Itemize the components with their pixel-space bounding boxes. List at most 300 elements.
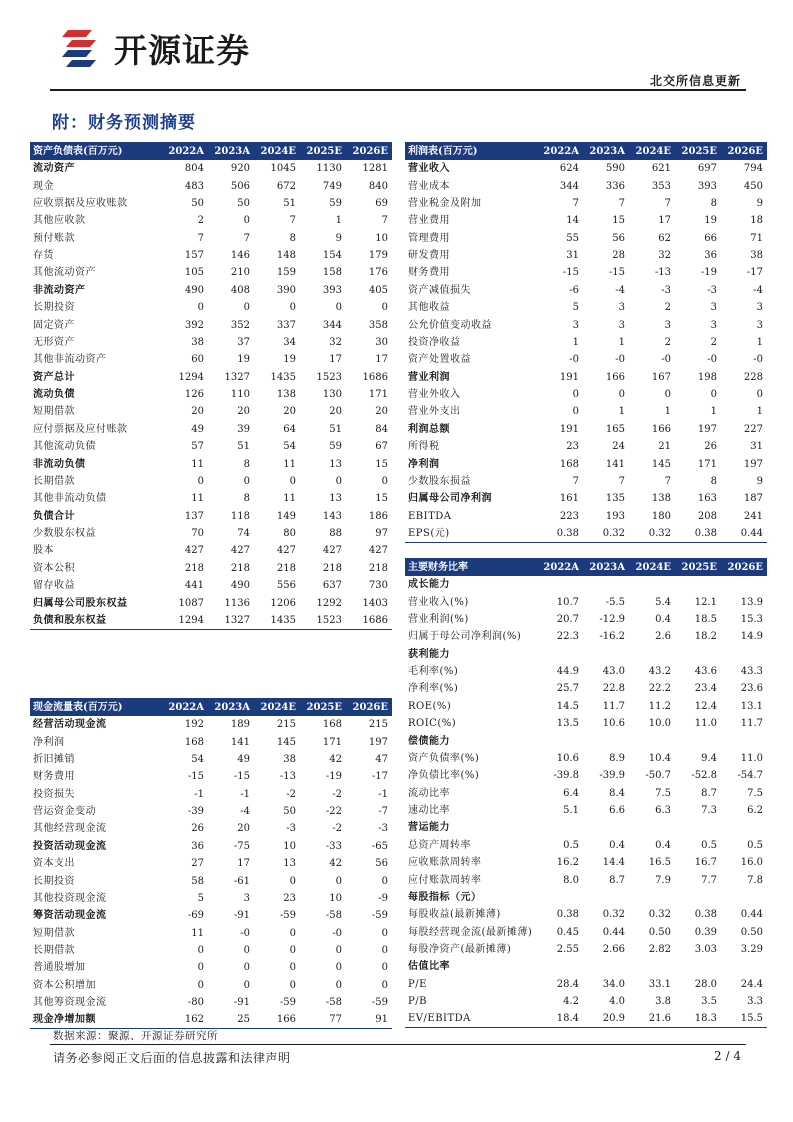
row-label: 经营活动现金流: [33, 719, 107, 731]
row-label: 长期借款: [33, 945, 75, 957]
cell-value: -58: [325, 997, 342, 1009]
cell-value: 28: [612, 250, 625, 262]
row-label: 资本公积增加: [33, 979, 96, 991]
cell-value: 1523: [316, 371, 342, 383]
cell-value: 20: [375, 406, 388, 418]
cell-value: 749: [322, 180, 342, 192]
cell-value: [583, 646, 629, 663]
cell-value: -1: [194, 788, 204, 800]
cell-value: -9: [378, 892, 388, 904]
cell-value: -54.7: [737, 770, 763, 782]
cell-value: [629, 646, 675, 663]
cell-value: [675, 958, 721, 975]
cell-value: 13.9: [740, 596, 763, 608]
cell-value: -0: [753, 354, 763, 366]
cell-value: 590: [605, 163, 625, 175]
cell-value: 3.8: [655, 996, 671, 1008]
year-header: 2022A: [162, 698, 208, 716]
cell-value: -69: [187, 910, 204, 922]
cell-value: 31: [566, 250, 579, 262]
cell-value: 17: [329, 354, 342, 366]
row-label: 投资损失: [33, 788, 75, 800]
cell-value: 146: [230, 250, 250, 262]
disclaimer-text: 请务必参阅正文后面的信息披露和法律声明: [53, 1051, 291, 1065]
cell-value: -15: [187, 771, 204, 783]
cell-value: 7.8: [747, 874, 763, 886]
row-label: 净利润: [33, 736, 65, 748]
cell-value: 0.32: [602, 909, 625, 921]
cell-value: 0.38: [675, 525, 721, 543]
cell-value: [583, 819, 629, 836]
cell-value: 218: [184, 562, 204, 574]
cell-value: 390: [276, 284, 296, 296]
cell-value: 1523: [300, 612, 346, 630]
table-row: [30, 403, 392, 420]
cell-value: 7.5: [747, 787, 763, 799]
table-row: [405, 680, 767, 697]
row-label: 估值比率: [408, 961, 450, 973]
row-label: ROIC(%): [408, 718, 457, 730]
cell-value: 441: [184, 580, 204, 592]
cell-value: 34: [283, 336, 296, 348]
year-header: 2024E: [254, 142, 300, 160]
cell-value: 145: [651, 458, 671, 470]
cell-value: -2: [332, 788, 342, 800]
cell-value: 166: [605, 371, 625, 383]
table-row: [405, 247, 767, 264]
row-label: 营业收入: [408, 163, 450, 175]
cell-value: 38: [283, 753, 296, 765]
year-header: 2025E: [300, 142, 346, 160]
cell-value: -59: [371, 910, 388, 922]
year-header: 2026E: [346, 698, 392, 716]
row-label: 短期借款: [33, 406, 75, 418]
table-row: [30, 560, 392, 577]
cell-value: 34.0: [602, 978, 625, 990]
cell-value: 179: [368, 250, 388, 262]
row-label: 预付账款: [33, 232, 75, 244]
table-row: [30, 508, 392, 525]
cell-value: 71: [750, 232, 763, 244]
cell-value: [675, 576, 721, 593]
cell-value: 74: [237, 528, 250, 540]
cell-value: 1: [572, 336, 579, 348]
cell-value: 0: [381, 875, 388, 887]
cell-value: 3.29: [740, 944, 763, 956]
table-header-row: [405, 142, 767, 160]
cell-value: -19: [700, 267, 717, 279]
cell-value: 158: [322, 267, 342, 279]
cell-value: -15: [233, 771, 250, 783]
year-header: 2023A: [583, 558, 629, 576]
row-label: 归属于母公司净利润(%): [408, 631, 522, 643]
table-row: [405, 993, 767, 1010]
cell-value: 37: [237, 336, 250, 348]
cell-value: 16.7: [694, 857, 717, 869]
cell-value: -0: [615, 354, 625, 366]
cell-value: 7: [572, 475, 579, 487]
cell-value: -13: [654, 267, 671, 279]
cell-value: 0.32: [648, 909, 671, 921]
cell-value: [629, 576, 675, 593]
table-row: [405, 593, 767, 610]
cell-value: 21: [658, 441, 671, 453]
row-label: 净利率(%): [408, 683, 459, 695]
year-header: 2026E: [721, 142, 767, 160]
cell-value: 0: [572, 406, 579, 418]
cell-value: -61: [233, 875, 250, 887]
table-row: [405, 611, 767, 628]
cell-value: 186: [368, 510, 388, 522]
cell-value: 11: [191, 927, 204, 939]
cell-value: -0: [661, 354, 671, 366]
cell-value: 1292: [316, 597, 342, 609]
table-row: [30, 421, 392, 438]
cell-value: 218: [322, 562, 342, 574]
row-label: 财务费用: [408, 267, 450, 279]
page-number: 2 / 4: [714, 1049, 741, 1063]
cell-value: 0.4: [655, 839, 671, 851]
cell-value: 84: [375, 423, 388, 435]
cell-value: 97: [375, 528, 388, 540]
table-row: [30, 386, 392, 403]
table-section-row: [405, 732, 767, 749]
data-source-note: 数据来源：聚源、开源证券研究所: [53, 1030, 218, 1042]
cell-value: 7: [381, 215, 388, 227]
row-label: 公允价值变动收益: [408, 319, 492, 331]
cell-value: 11.7: [740, 718, 763, 730]
table-title: 利润表(百万元): [405, 142, 537, 160]
table-row: [405, 230, 767, 247]
cell-value: 920: [230, 163, 250, 175]
cell-value: 36: [191, 840, 204, 852]
cell-value: 0: [289, 475, 296, 487]
cell-value: [537, 819, 583, 836]
cell-value: 16.5: [648, 857, 671, 869]
cell-value: 16.2: [556, 857, 579, 869]
cell-value: 0: [243, 215, 250, 227]
cell-value: 154: [322, 250, 342, 262]
row-label: 资本支出: [33, 858, 75, 870]
table-row: [30, 733, 392, 750]
cell-value: 1435: [270, 371, 296, 383]
cell-value: 0: [289, 945, 296, 957]
cell-value: 0.32: [629, 525, 675, 543]
cell-value: 215: [368, 719, 388, 731]
table-row: [405, 1010, 767, 1028]
cell-value: 11.0: [694, 718, 717, 730]
cell-value: 1206: [270, 597, 296, 609]
table-row: [30, 542, 392, 559]
row-label: 其他非流动资产: [33, 354, 107, 366]
cell-value: 32: [658, 250, 671, 262]
cell-value: 67: [375, 441, 388, 453]
cell-value: [675, 646, 721, 663]
year-header: 2023A: [583, 142, 629, 160]
cell-value: 7: [618, 197, 625, 209]
table-row: [405, 750, 767, 767]
cell-value: 7.5: [655, 787, 671, 799]
cell-value: 15: [375, 493, 388, 505]
balance-sheet-table: [30, 142, 392, 630]
cell-value: 11: [191, 493, 204, 505]
row-label: 利润总额: [408, 423, 450, 435]
cell-value: 91: [346, 1011, 392, 1029]
cell-value: 198: [697, 371, 717, 383]
cell-value: 54: [283, 441, 296, 453]
cell-value: 42: [329, 753, 342, 765]
cell-value: 393: [697, 180, 717, 192]
cell-value: 0: [710, 389, 717, 401]
cell-value: 159: [276, 267, 296, 279]
cell-value: [675, 889, 721, 906]
cell-value: 168: [559, 458, 579, 470]
cell-value: -39: [187, 806, 204, 818]
cell-value: -33: [325, 840, 342, 852]
cell-value: 51: [237, 441, 250, 453]
cell-value: 168: [184, 736, 204, 748]
cell-value: 7.9: [655, 874, 671, 886]
table-row: [30, 490, 392, 507]
row-label: 其他流动负债: [33, 441, 96, 453]
row-label: 总资产周转率: [408, 839, 471, 851]
cell-value: -5.5: [605, 596, 625, 608]
row-label: 负债和股东权益: [30, 612, 162, 630]
cell-value: 0.38: [694, 909, 717, 921]
cell-value: 42: [329, 858, 342, 870]
cell-value: 69: [375, 197, 388, 209]
table-row: [405, 490, 767, 507]
cell-value: -59: [279, 910, 296, 922]
cell-value: -4: [240, 806, 250, 818]
cell-value: -0: [569, 354, 579, 366]
cell-value: 3: [756, 319, 763, 331]
cell-value: 9: [756, 197, 763, 209]
row-label: 长期投资: [33, 875, 75, 887]
cell-value: 227: [743, 423, 763, 435]
cell-value: 193: [605, 510, 625, 522]
cell-value: 135: [605, 493, 625, 505]
cell-value: 38: [750, 250, 763, 262]
cell-value: 8: [243, 493, 250, 505]
cell-value: 187: [743, 493, 763, 505]
row-label: 营运能力: [408, 822, 450, 834]
cell-value: 20: [191, 406, 204, 418]
cell-value: 672: [276, 180, 296, 192]
cell-value: 1281: [362, 163, 388, 175]
table-row: [405, 715, 767, 732]
cell-value: 0: [289, 962, 296, 974]
row-label: 非流动负债: [33, 458, 86, 470]
cell-value: 218: [230, 562, 250, 574]
table-row: [30, 212, 392, 229]
table-row: [30, 299, 392, 316]
cell-value: 10: [329, 892, 342, 904]
cell-value: [721, 889, 767, 906]
cell-value: [583, 732, 629, 749]
table-row: [405, 160, 767, 177]
cell-value: 12.4: [694, 700, 717, 712]
cell-value: [675, 732, 721, 749]
cell-value: 14.5: [556, 700, 579, 712]
cell-value: 7: [618, 475, 625, 487]
cell-value: 14: [566, 215, 579, 227]
table-header-row: [30, 142, 392, 160]
row-label: 获利能力: [408, 648, 450, 660]
cell-value: 130: [322, 389, 342, 401]
brand-name: 开源证券: [114, 30, 250, 70]
financial-ratios-table: [405, 558, 767, 1028]
cell-value: 19: [704, 215, 717, 227]
cell-value: 3.03: [694, 944, 717, 956]
row-label: 资本公积: [33, 562, 75, 574]
cell-value: 0: [381, 945, 388, 957]
cell-value: 10.7: [556, 596, 579, 608]
cell-value: -12.9: [599, 613, 625, 625]
cell-value: 36: [704, 250, 717, 262]
cell-value: 15: [375, 458, 388, 470]
row-label: 应付账款周转率: [408, 874, 482, 886]
cell-value: 8: [710, 197, 717, 209]
cell-value: 10: [283, 840, 296, 852]
cell-value: 161: [559, 493, 579, 505]
cell-value: 0.5: [747, 839, 763, 851]
table-row: [30, 855, 392, 872]
cell-value: 59: [329, 197, 342, 209]
cell-value: 0: [289, 875, 296, 887]
cell-value: 0: [381, 302, 388, 314]
cell-value: 197: [368, 736, 388, 748]
cell-value: [537, 576, 583, 593]
cell-value: 13: [329, 458, 342, 470]
cell-value: 51: [283, 197, 296, 209]
cell-value: 8.0: [563, 874, 579, 886]
table-title: 现金流量表(百万元): [30, 698, 162, 716]
table-section-row: [405, 646, 767, 663]
cell-value: 794: [743, 163, 763, 175]
cell-value: 1: [618, 336, 625, 348]
cell-value: 218: [368, 562, 388, 574]
income-statement-table: [405, 142, 767, 543]
table-row: [30, 334, 392, 351]
cell-value: 70: [191, 528, 204, 540]
cell-value: 39: [237, 423, 250, 435]
cell-value: 13: [329, 493, 342, 505]
cell-value: 30: [375, 336, 388, 348]
cell-value: 0.44: [721, 525, 767, 543]
cell-value: 149: [276, 510, 296, 522]
row-label: 其他投资现金流: [33, 892, 107, 904]
cell-value: 0: [335, 979, 342, 991]
cell-value: 7: [243, 232, 250, 244]
cell-value: -52.8: [691, 770, 717, 782]
cell-value: 191: [559, 423, 579, 435]
cell-value: 840: [368, 180, 388, 192]
row-label: 流动资产: [33, 163, 75, 175]
table-row: [30, 768, 392, 785]
row-label: 资产负债率(%): [408, 752, 480, 764]
cell-value: 64: [283, 423, 296, 435]
cell-value: 51: [329, 423, 342, 435]
table-row: [405, 177, 767, 194]
row-label: 偿债能力: [408, 735, 450, 747]
cell-value: 10.0: [648, 718, 671, 730]
row-label: 营业税金及附加: [408, 197, 482, 209]
table-row: [405, 871, 767, 888]
cell-value: 6.2: [747, 805, 763, 817]
row-label: 营业费用: [408, 215, 450, 227]
cell-value: 14.9: [740, 631, 763, 643]
table-row: [405, 212, 767, 229]
table-row: [405, 924, 767, 941]
year-header: 2024E: [629, 142, 675, 160]
cell-value: 0.44: [602, 926, 625, 938]
brand-mark-icon: [62, 26, 106, 70]
cell-value: 621: [651, 163, 671, 175]
cell-value: 26: [191, 823, 204, 835]
cell-value: -3: [661, 284, 671, 296]
cell-value: 427: [322, 545, 342, 557]
table-row: [405, 282, 767, 299]
cell-value: 10.6: [602, 718, 625, 730]
cell-value: 358: [368, 319, 388, 331]
cell-value: 0: [335, 302, 342, 314]
table-row: [405, 854, 767, 871]
cell-value: 0: [381, 927, 388, 939]
row-label: 其他收益: [408, 302, 450, 314]
cell-value: 11: [283, 458, 296, 470]
cell-value: 13.5: [556, 718, 579, 730]
row-label: P/B: [408, 996, 427, 1008]
cell-value: 2: [664, 302, 671, 314]
table-row: [30, 959, 392, 976]
row-label: EV/EBITDA: [405, 1010, 537, 1028]
cell-value: 25.7: [556, 683, 579, 695]
row-label: 每股收益(最新摊薄): [408, 909, 501, 921]
cell-value: 7: [572, 197, 579, 209]
cell-value: 20: [329, 406, 342, 418]
cell-value: 105: [184, 267, 204, 279]
row-label: 负债合计: [33, 510, 75, 522]
row-label: 管理费用: [408, 232, 450, 244]
cell-value: 490: [184, 284, 204, 296]
cell-value: 0: [243, 945, 250, 957]
cell-value: 0: [335, 945, 342, 957]
cell-value: 0: [197, 302, 204, 314]
table-row: [30, 177, 392, 194]
cell-value: 506: [230, 180, 250, 192]
cell-value: 8.7: [701, 787, 717, 799]
year-header: 2025E: [300, 698, 346, 716]
cell-value: 43.6: [694, 666, 717, 678]
table-row: [30, 455, 392, 472]
cell-value: 6.6: [609, 805, 625, 817]
row-label: 其他流动资产: [33, 267, 96, 279]
cell-value: 7: [664, 475, 671, 487]
cell-value: 624: [559, 163, 579, 175]
cell-value: 138: [276, 389, 296, 401]
cell-value: 11.2: [648, 700, 671, 712]
row-label: 每股净资产(最新摊薄): [408, 944, 512, 956]
cell-value: 17: [658, 215, 671, 227]
cell-value: -13: [279, 771, 296, 783]
cell-value: 1327: [208, 612, 254, 630]
row-label: 少数股东损益: [408, 475, 471, 487]
table-row: [30, 264, 392, 281]
row-label: 净利润: [408, 458, 440, 470]
cell-value: 3: [618, 319, 625, 331]
row-label: 应收票据及应收账款: [33, 197, 128, 209]
